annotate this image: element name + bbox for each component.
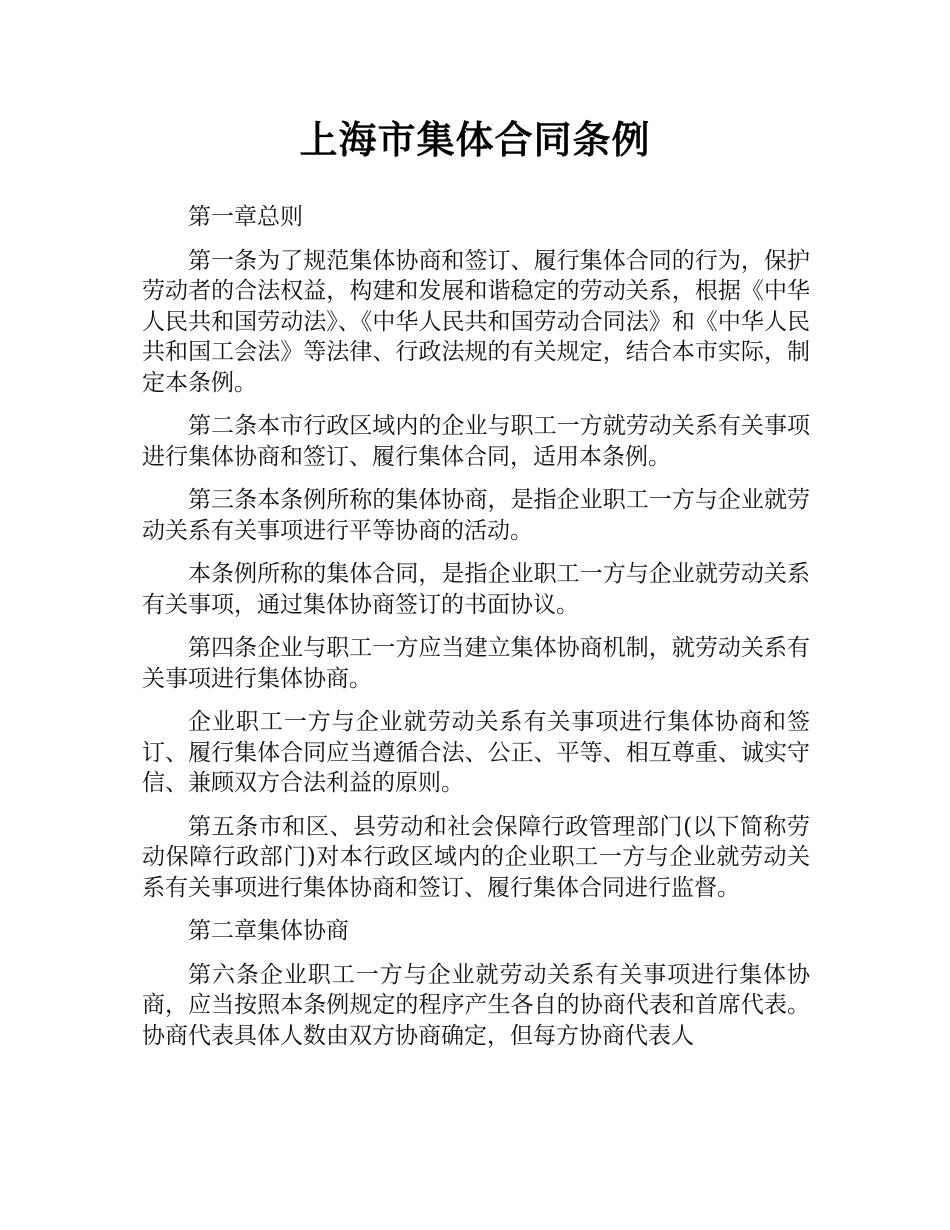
document-body bbox=[142, 202, 810, 1064]
article-paragraph: 企业职工一方与企业就劳动关系有关事项进行集体协商和签订、履行集体合同应当遵循合法、公正、平等、相互尊重、诚实守信、兼顾双方合法利益的原则。 bbox=[142, 709, 810, 796]
article-paragraph: 第二条本市行政区域内的企业与职工一方就劳动关系有关事项进行集体协商和签订、履行集体合同，适用本条例。 bbox=[142, 413, 810, 470]
article-paragraph: 第六条企业职工一方与企业就劳动关系有关事项进行集体协商，应当按照本条例规定的程序产生各自的协商代表和首席代表。协商代表具体人数由双方协商确定，但每方协商代表人 bbox=[142, 961, 810, 1049]
article-paragraph: 第一条为了规范集体协商和签订、履行集体合同的行为，保护劳动者的合法权益，构建和发展和谐稳定的劳动关系，根据《中华人民共和国劳动法》、《中华人民共和国劳动合同法》和《中华人民共和国工会法》等法律、行政法规的有关规定，结合本市实际，制定本条例。 bbox=[142, 247, 810, 396]
chapter-heading: 第一章总则 bbox=[188, 204, 303, 230]
article-paragraph: 本条例所称的集体合同，是指企业职工一方与企业就劳动关系有关事项，通过集体协商签订的书面协议。 bbox=[142, 561, 810, 618]
article-paragraph: 第三条本条例所称的集体协商，是指企业职工一方与企业就劳动关系有关事项进行平等协商的活动。 bbox=[142, 487, 810, 544]
article-paragraph: 第四条企业与职工一方应当建立集体协商机制，就劳动关系有关事项进行集体协商。 bbox=[142, 635, 810, 692]
chapter-heading: 第二章集体协商 bbox=[188, 918, 349, 944]
article-paragraph: 第五条市和区、县劳动和社会保障行政管理部门(以下简称劳动保障行政部门)对本行政区域内的企业职工一方与企业就劳动关系有关事项进行集体协商和签订、履行集体合同进行监督。 bbox=[142, 813, 810, 901]
document-title: 上海市集体合同条例 bbox=[299, 118, 651, 162]
